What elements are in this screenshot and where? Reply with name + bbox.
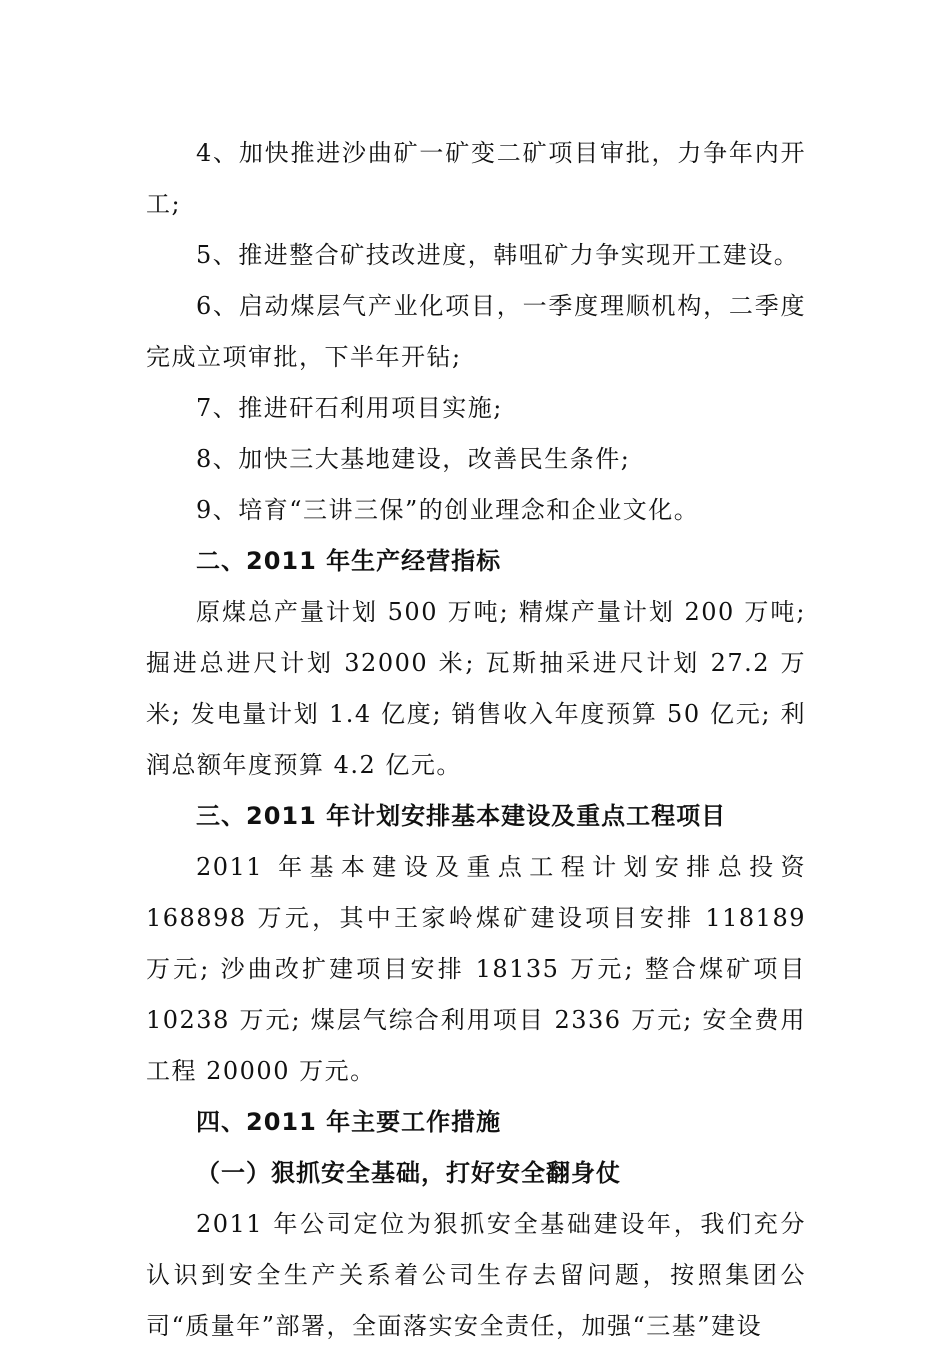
list-item-5: 5、推进整合矿技改进度，韩咀矿力争实现开工建设。 [196,241,800,269]
section-heading-construction-projects: 三、2011 年计划安排基本建设及重点工程项目 [196,802,727,830]
list-item-6: 6、启动煤层气产业化项目，一季度理顺机构，二季度完成立项审批，下半年开钻; [146,292,806,371]
list-item-8: 8、加快三大基地建设，改善民生条件; [196,445,631,473]
list-item-4: 4、加快推进沙曲矿一矿变二矿项目审批，力争年内开工; [146,139,806,218]
production-targets-paragraph: 原煤总产量计划 500 万吨; 精煤产量计划 200 万吨; 掘进总进尺计划 32000 米; 瓦斯抽采进尺计划 27.2 万米; 发电量计划 1.4 亿度; 销售收入年度预算 50 亿元; 利润总额年度预算 4.2 亿元。 [146,598,806,779]
construction-projects-paragraph: 2011 年基本建设及重点工程计划安排总投资 168898 万元，其中王家岭煤矿建设项目安排 118189 万元; 沙曲改扩建项目安排 18135 万元; 整合煤矿项目 10238 万元; 煤层气综合利用项目 2336 万元; 安全费用工程 20000 万元。 [146,853,806,1085]
section-heading-work-measures: 四、2011 年主要工作措施 [196,1108,502,1136]
section-heading-production-targets: 二、2011 年生产经营指标 [196,547,502,575]
subsection-heading-safety: （一）狠抓安全基础，打好安全翻身仗 [196,1159,621,1187]
document-body [146,128,806,1352]
list-item-9: 9、培育“三讲三保”的创业理念和企业文化。 [196,496,700,524]
list-item-7: 7、推进矸石利用项目实施; [196,394,503,422]
safety-paragraph: 2011 年公司定位为狠抓安全基础建设年，我们充分认识到安全生产关系着公司生存去留问题，按照集团公司“质量年”部署，全面落实安全责任，加强“三基”建设 [146,1210,806,1340]
